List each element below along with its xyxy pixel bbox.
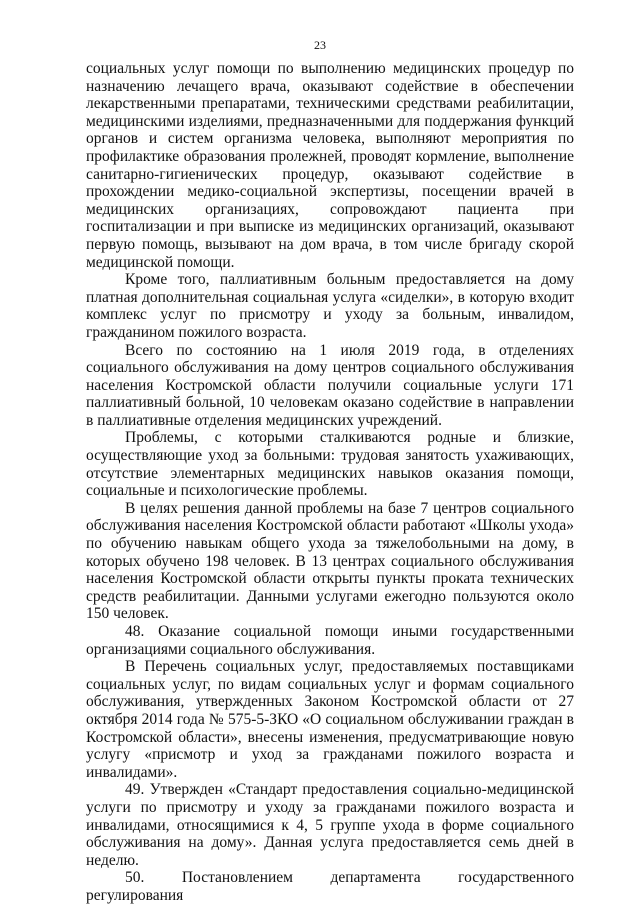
paragraph-statistics-2019: Всего по состоянию на 1 июля 2019 года, в отделениях социального обслуживания на дому центров социального обслуживания населения Костромской области получили социальные услуги 171 паллиативный больной, 10 человекам оказано содействие в направлении в паллиативные отделения медицинских учреждений. — [86, 341, 574, 429]
paragraph-problems: Проблемы, с которыми сталкиваются родные и близкие, осуществляющие уход за больными: трудовая занятость ухаживающих, отсутствие элементарных медицинских навыков оказания помощи, социальные и психологические проблемы. — [86, 429, 574, 500]
paragraph-item-48: 48. Оказание социальной помощи иными государственными организациями социального обслуживания. — [86, 623, 574, 658]
paragraph-continuation: социальных услуг помощи по выполнению медицинских процедур по назначению лечащего врача, оказывают содействие в обеспечении лекарственными препаратами, техническими средствами реабилитации, медицинскими изделиями, предназначенными для поддержания функций органов и систем организма человека, выполняют мероприятия по профилактике образования пролежней, проводят кормление, выполнение санитарно-гигиенических процедур, оказывают содействие в прохождении медико-социальной экспертизы, посещении врачей в медицинских организациях, сопровождают пациента при госпитализации и при выписке из медицинских организаций, оказывают первую помощь, вызывают на дом врача, в том числе бригаду скорой медицинской помощи. — [86, 60, 574, 271]
page-number: 23 — [314, 38, 326, 52]
paragraph-palliative-nurse-service: Кроме того, паллиативным больным предоставляется на дому платная дополнительная социальная услуга «сиделки», в которую входит комплекс услуг по присмотру и уходу за больным, инвалидом, гражданином пожилого возраста. — [86, 271, 574, 341]
paragraph-service-list: В Перечень социальных услуг, предоставляемых поставщиками социальных услуг, по видам социальных услуг и формам социального обслуживания, утвержденных Законом Костромской области от 27 октября 2014 года № 575-5-ЗКО «О социальном обслуживании граждан в Костромской области», внесены изменения, предусматривающие новую услугу «присмотр и уход за гражданами пожилого возраста и инвалидами». — [86, 658, 574, 781]
paragraph-care-schools: В целях решения данной проблемы на базе 7 центров социального обслуживания населения Костромской области работают «Школы ухода» по обучению навыкам общего ухода за тяжелобольными на дому, в которых обучено 198 человек. В 13 центрах социального обслуживания населения Костромской области открыты пункты проката технических средств реабилитации. Данными услугами ежегодно пользуются около 150 человек. — [86, 499, 574, 623]
paragraph-item-50: 50. Постановлением департамента государственного регулирования — [86, 869, 574, 904]
paragraph-item-49: 49. Утвержден «Стандарт предоставления социально-медицинской услуги по присмотру и уходу за гражданами пожилого возраста и инвалидами, относящимися к 4, 5 группе ухода в форме социального обслуживания на дому». Данная услуга предоставляется семь дней в неделю. — [86, 781, 574, 869]
document-body — [86, 60, 574, 905]
